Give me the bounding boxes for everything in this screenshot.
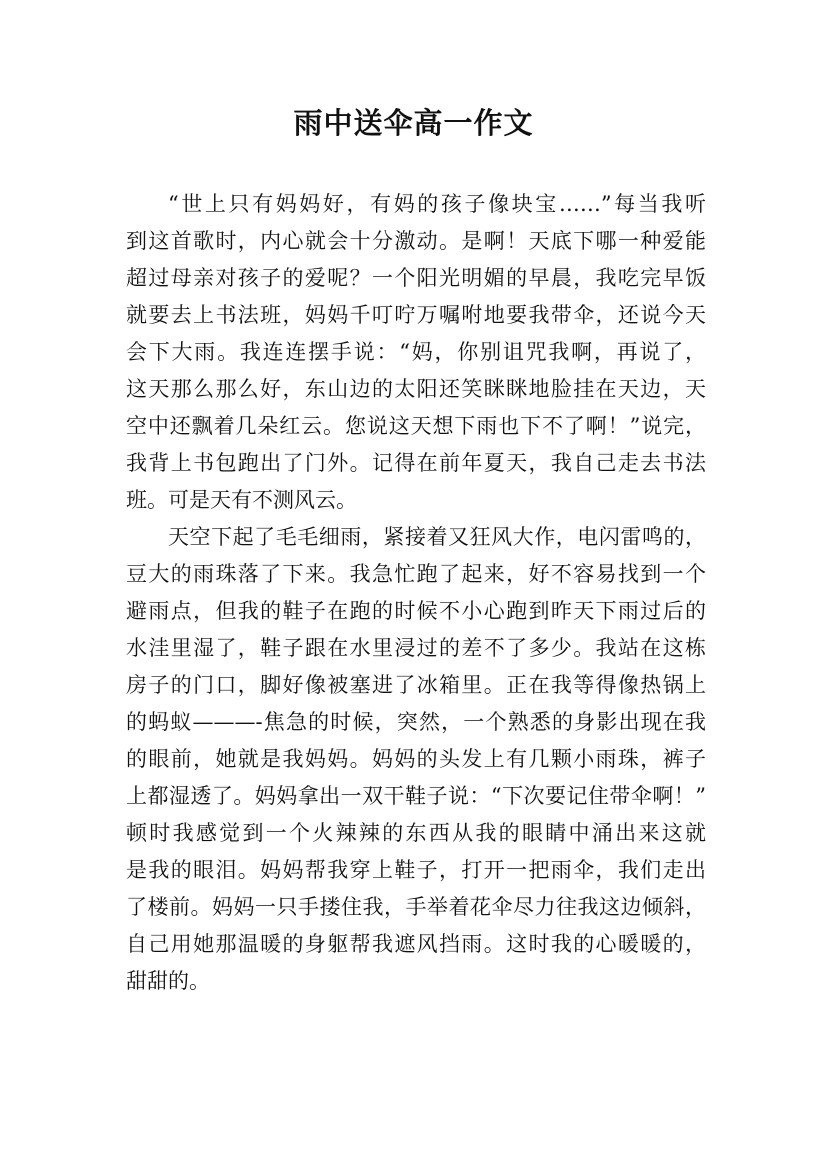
paragraph-1-line-2: 到这首歌时，内心就会十分激动。是啊！天底下哪一种爱能: [126, 229, 706, 253]
paragraph-1-line-4: 就要去上书法班，妈妈千叮咛万嘱咐地要我带伞，还说今天: [126, 303, 706, 327]
paragraph-2-line-11: 了楼前。妈妈一只手搂住我，手举着花伞尽力往我这边倾斜，: [126, 895, 706, 919]
paragraph-2-line-7: 的眼前，她就是我妈妈。妈妈的头发上有几颗小雨珠，裤子: [126, 747, 706, 771]
paragraph-2-line-5: 房子的门口，脚好像被塞进了冰箱里。正在我等得像热锅上: [126, 673, 706, 697]
paragraph-1-line-1: “世上只有妈妈好，有妈的孩子像块宝……”每当我听: [168, 192, 706, 216]
paragraph-2-line-9: 顿时我感觉到一个火辣辣的东西从我的眼睛中涌出来这就: [126, 821, 706, 845]
document-body: [126, 186, 706, 1000]
paragraph-2-line-6: 的蚂蚁———-焦急的时候，突然，一个熟悉的身影出现在我: [126, 710, 706, 734]
paragraph-2-line-3: 避雨点，但我的鞋子在跑的时候不小心跑到昨天下雨过后的: [126, 599, 706, 623]
paragraph-1-line-8: 我背上书包跑出了门外。记得在前年夏天，我自己走去书法: [126, 451, 706, 475]
paragraph-2-line-2: 豆大的雨珠落了下来。我急忙跑了起来，好不容易找到一个: [126, 562, 706, 586]
paragraph-2-line-10: 是我的眼泪。妈妈帮我穿上鞋子，打开一把雨伞，我们走出: [126, 858, 706, 882]
paragraph-2-line-4: 水洼里湿了，鞋子跟在水里浸过的差不了多少。我站在这栋: [126, 636, 706, 660]
paragraph-2-line-8: 上都湿透了。妈妈拿出一双干鞋子说：“下次要记住带伞啊！”: [126, 784, 706, 808]
paragraph-2-line-13: 甜甜的。: [126, 969, 210, 993]
paragraph-1-line-3: 超过母亲对孩子的爱呢？一个阳光明媚的早晨，我吃完早饭: [126, 266, 706, 290]
paragraph-1-line-6: 这天那么那么好，东山边的太阳还笑眯眯地脸挂在天边，天: [126, 377, 706, 401]
paragraph-1-line-9: 班。可是天有不测风云。: [126, 488, 357, 512]
document-title: 雨中送伞高一作文: [293, 106, 534, 140]
paragraph-2-line-12: 自己用她那温暖的身躯帮我遮风挡雨。这时我的心暖暖的，: [126, 932, 706, 956]
paragraph-1-line-7: 空中还飘着几朵红云。您说这天想下雨也下不了啊！”说完，: [126, 414, 706, 438]
paragraph-2-line-1: 天空下起了毛毛细雨，紧接着又狂风大作，电闪雷鸣的，: [168, 525, 706, 549]
paragraph-1-line-5: 会下大雨。我连连摆手说：“妈，你别诅咒我啊，再说了，: [126, 340, 706, 364]
